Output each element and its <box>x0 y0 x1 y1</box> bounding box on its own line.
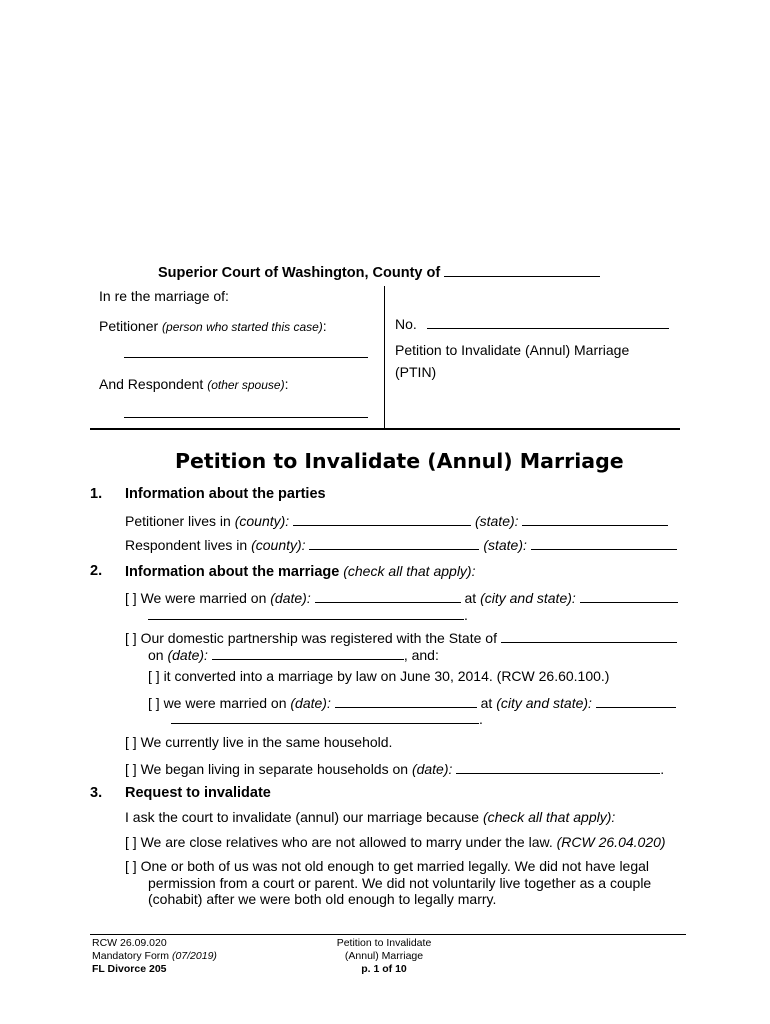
we-married-on-row: [ ] we were married on (date): at (city and state): <box>148 693 676 711</box>
dp-checkbox[interactable]: [ ] <box>125 630 137 646</box>
dp-registered-row: [ ] Our domestic partnership was registered with the State of <box>125 628 677 646</box>
we-married-checkbox[interactable]: [ ] <box>148 695 160 711</box>
petitioner-lives-row: Petitioner lives in (county): (state): <box>125 511 668 529</box>
section2-number: 2. <box>90 563 103 579</box>
section1-number: 1. <box>90 486 103 502</box>
separate-households-row: [ ] We began living in separate households on (date): . <box>125 761 665 777</box>
close-relatives-checkbox[interactable]: [ ] <box>125 834 137 850</box>
respondent-county-field[interactable] <box>309 535 479 550</box>
we-married-place-continued: . <box>171 709 483 727</box>
form-name-line2: (PTIN) <box>395 364 437 380</box>
footer-center: Petition to Invalidate (Annul) Marriage p. 1 of 10 <box>318 937 450 976</box>
respondent-label: And Respondent (other spouse): <box>99 376 289 392</box>
respondent-name-field[interactable] <box>124 417 368 418</box>
not-old-enough-line2: permission from a court or parent. We did not voluntarily live together as a couple <box>148 875 652 891</box>
petitioner-state-field[interactable] <box>522 511 668 526</box>
section3-number: 3. <box>90 785 103 801</box>
dp-date-row: on (date): , and: <box>148 647 439 663</box>
converted-row: [ ] it converted into a marriage by law on June 30, 2014. (RCW 26.60.100.) <box>148 668 610 684</box>
case-number-field[interactable] <box>427 314 669 329</box>
page-number: p. 1 of 10 <box>361 963 407 975</box>
separate-households-checkbox[interactable]: [ ] <box>125 761 137 777</box>
married-on-row: [ ] We were married on (date): at (city and state): <box>125 588 678 606</box>
caption-divider <box>384 286 385 429</box>
married-place-continued: . <box>148 605 468 623</box>
petitioner-county-field[interactable] <box>293 511 471 526</box>
footer-left: RCW 26.09.020 Mandatory Form (07/2019) FL Divorce 205 <box>92 937 217 975</box>
request-intro: I ask the court to invalidate (annul) our marriage because (check all that apply): <box>125 809 616 825</box>
section3-heading: Request to invalidate <box>125 785 271 801</box>
in-re-label: In re the marriage of: <box>99 288 229 304</box>
caption-bottom-rule <box>90 428 680 430</box>
page-title: Petition to Invalidate (Annul) Marriage <box>175 449 624 473</box>
separate-date-field[interactable] <box>456 759 660 774</box>
not-old-enough-checkbox[interactable]: [ ] <box>125 858 137 874</box>
married-place-field[interactable] <box>580 588 678 603</box>
we-married-place-field-2[interactable] <box>171 709 479 724</box>
respondent-lives-row: Respondent lives in (county): (state): <box>125 535 677 553</box>
same-household-checkbox[interactable]: [ ] <box>125 734 137 750</box>
married-checkbox[interactable]: [ ] <box>125 590 137 606</box>
county-field[interactable] <box>444 262 600 277</box>
not-old-enough-row: [ ] One or both of us was not old enough to get married legally. We did not have legal <box>125 858 650 874</box>
court-header: Superior Court of Washington, County of <box>158 262 600 281</box>
dp-date-field[interactable] <box>212 645 404 660</box>
dp-state-field[interactable] <box>501 628 677 643</box>
we-married-place-field[interactable] <box>596 693 676 708</box>
footer-rule <box>90 934 686 935</box>
case-number: No. <box>395 314 669 332</box>
married-date-field[interactable] <box>315 588 461 603</box>
we-married-date-field[interactable] <box>335 693 477 708</box>
petitioner-name-field[interactable] <box>124 357 368 358</box>
form-name-line1: Petition to Invalidate (Annul) Marriage <box>395 342 630 358</box>
not-old-enough-line3: (cohabit) after we were both old enough to legally marry. <box>148 891 497 907</box>
converted-checkbox[interactable]: [ ] <box>148 668 160 684</box>
respondent-state-field[interactable] <box>531 535 677 550</box>
married-place-field-2[interactable] <box>148 605 464 620</box>
close-relatives-row: [ ] We are close relatives who are not allowed to marry under the law. (RCW 26.04.020) <box>125 834 666 850</box>
section1-heading: Information about the parties <box>125 486 326 502</box>
petitioner-label: Petitioner (person who started this case): <box>99 318 327 334</box>
same-household-row: [ ] We currently live in the same household. <box>125 734 393 750</box>
section2-heading-row: Information about the marriage (check all that apply): <box>125 563 476 580</box>
